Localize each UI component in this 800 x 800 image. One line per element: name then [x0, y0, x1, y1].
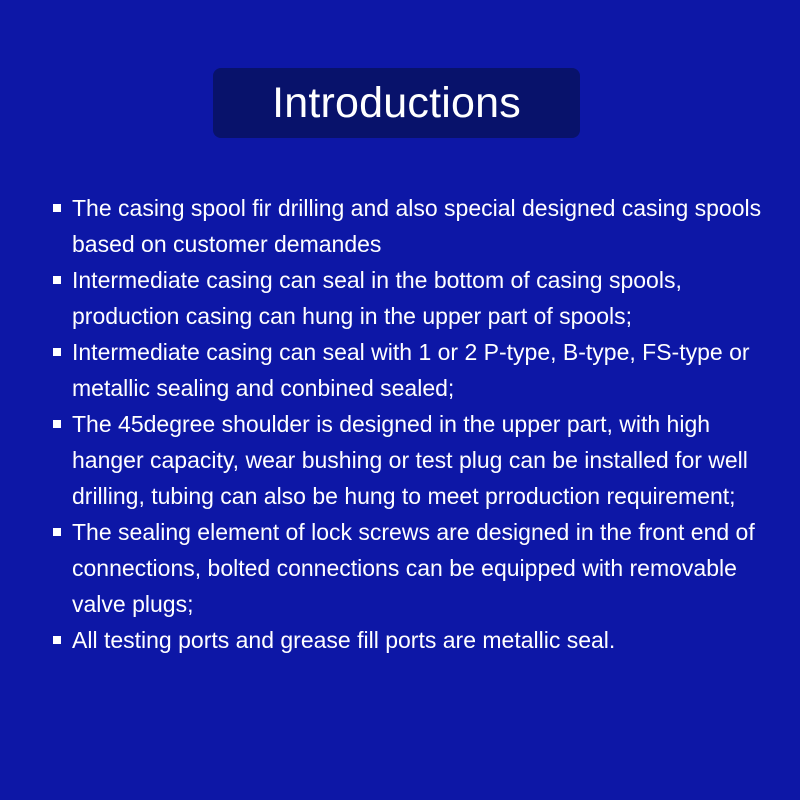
page-title: Introductions — [272, 78, 521, 127]
title-box — [213, 68, 580, 138]
list-item-text: All testing ports and grease fill ports are metallic seal. — [72, 627, 616, 653]
square-bullet-icon — [53, 528, 61, 536]
square-bullet-icon — [53, 276, 61, 284]
introduction-list — [52, 190, 764, 658]
list-item — [52, 262, 764, 334]
list-item-text: Intermediate casing can seal with 1 or 2 P-type, B-type, FS-type or metallic sealing and conbined sealed; — [72, 339, 750, 401]
list-item-text: Intermediate casing can seal in the bottom of casing spools, production casing can hung in the upper part of spools; — [72, 267, 682, 329]
square-bullet-icon — [53, 204, 61, 212]
list-item-text: The 45degree shoulder is designed in the upper part, with high hanger capacity, wear bushing or test plug can be installed for well drilling, tubing can also be hung to meet prroduction requirement; — [72, 411, 748, 509]
list-item — [52, 622, 764, 658]
list-item — [52, 406, 764, 514]
list-item — [52, 190, 764, 262]
square-bullet-icon — [53, 636, 61, 644]
square-bullet-icon — [53, 420, 61, 428]
list-item — [52, 334, 764, 406]
list-item — [52, 514, 764, 622]
list-item-text: The sealing element of lock screws are designed in the front end of connections, bolted connections can be equipped with removable valve plugs; — [72, 519, 755, 617]
square-bullet-icon — [53, 348, 61, 356]
list-item-text: The casing spool fir drilling and also special designed casing spools based on customer demandes — [72, 195, 762, 257]
